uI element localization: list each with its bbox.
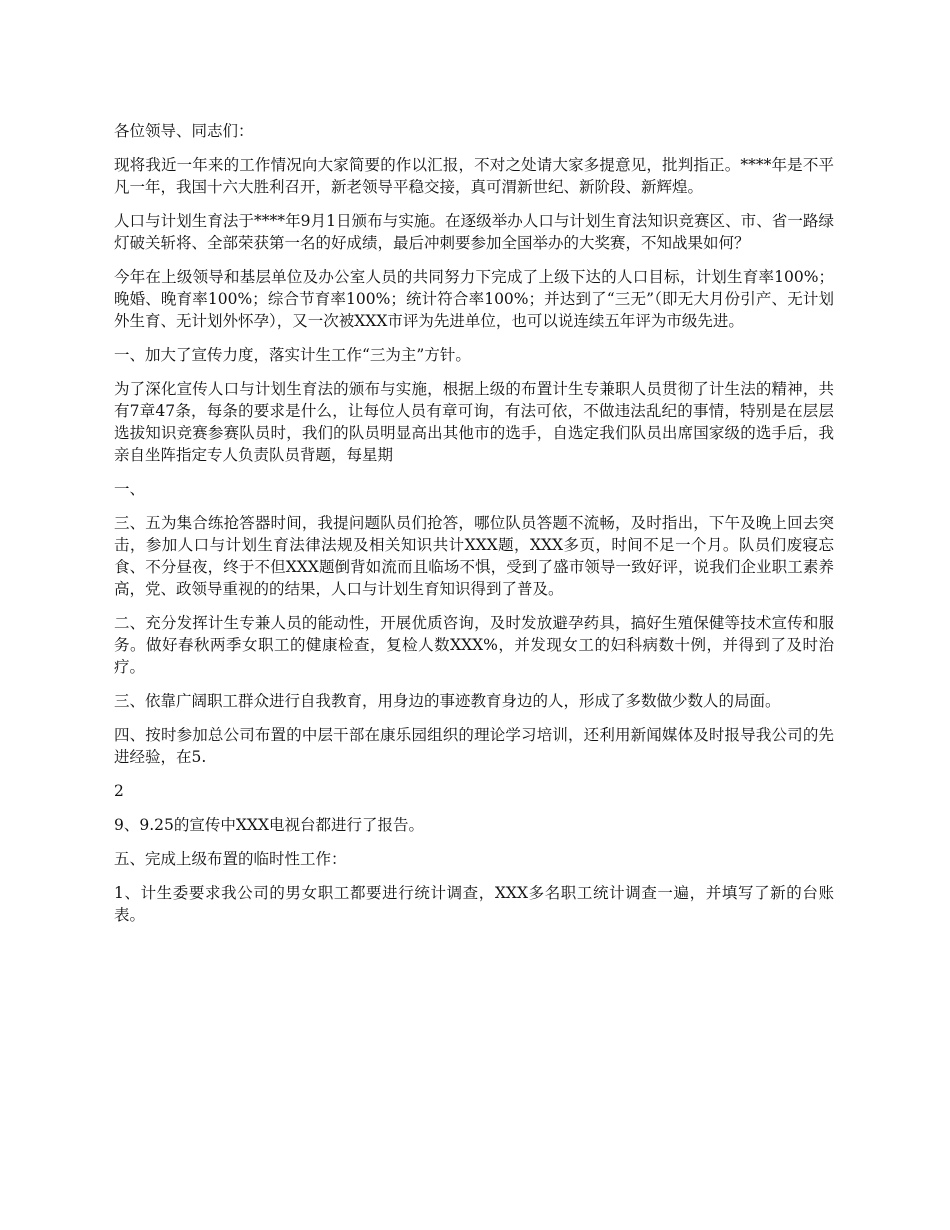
intro-paragraph: 现将我近一年来的工作情况向大家简要的作以汇报，不对之处请大家多提意见，批判指正。****年是不平凡一年，我国十六大胜利召开，新老领导平稳交接，真可渭新世纪、新阶段、新辉煌。	[114, 156, 834, 196]
paragraph-publicity: 为了深化宣传人口与计划生育法的颁布与实施，根据上级的布置计生专兼职人员贯彻了计生法的精神，共有7章47条，每条的要求是什么，让每位人员有章可询，有法可依，不做违法乱纪的事情，特别是在层层选拔知识竞赛参赛队员时，我们的队员明显高出其他市的选手，自选定我们队员出席国家级的选手后，我亲自坐阵指定专人负责队员背题，每星期	[114, 380, 834, 464]
paragraph-number: 2	[114, 782, 124, 800]
section-heading-3: 三、依靠广阔职工群众进行自我教育，用身边的事迹教育身边的人，形成了多数做少数人的局面。	[114, 692, 781, 710]
paragraph-training: 三、五为集合练抢答器时间，我提问题队员们抢答，哪位队员答题不流畅，及时指出，下午及晚上回去突击，参加人口与计划生育法律法规及相关知识共计XXX题，XXX多页，时间不足一个月。队员们废寝忘食、不分昼夜，终于不但XXX题倒背如流而且临场不惧，受到了盛市领导一致好评，说我们企业职工素养高，党、政领导重视的的结果，人口与计划生育知识得到了普及。	[114, 514, 834, 598]
salutation: 各位领导、同志们：	[114, 122, 254, 140]
paragraph-survey: 1、计生委要求我公司的男女职工都要进行统计调查，XXX多名职工统计调查一遍，并填写了新的台账表。	[114, 884, 834, 924]
section-heading-1: 一、加大了宣传力度，落实计生工作“三为主”方针。	[114, 346, 471, 364]
section-heading-4: 四、按时参加总公司布置的中层干部在康乐园组织的理论学习培训，还利用新闻媒体及时报导我公司的先进经验，在5.	[114, 726, 834, 766]
section-heading-2: 二、充分发挥计生专兼人员的能动性，开展优质咨询，及时发放避孕药具，搞好生殖保健等技术宣传和服务。做好春秋两季女职工的健康检查，复检人数XXX%，并发现女工的妇科病数十例，并得到了及时治疗。	[114, 614, 834, 676]
paragraph-annual-targets: 今年在上级领导和基层单位及办公室人员的共同努力下完成了上级下达的人口目标，计划生育率100%；晚婚、晚育率100%；综合节育率100%；统计符合率100%；并达到了“三无”（即无大月份引产、无计划外生育、无计划外怀孕），又一次被XXX市评为先进单位，也可以说连续五年评为市级先进。	[114, 268, 834, 330]
section-heading-5: 五、完成上级布置的临时性工作：	[114, 850, 347, 868]
document-body	[114, 120, 834, 938]
paragraph-law-competition: 人口与计划生育法于****年9月1日颁布与实施。在逐级举办人口与计划生育法知识竞赛区、市、省一路绿灯破关斩将、全部荣获第一名的好成绩，最后冲刺要参加全国举办的大奖赛，不知战果如何？	[114, 212, 834, 252]
paragraph-fragment: 一、	[114, 480, 146, 498]
paragraph-tv-report: 9、9.25的宣传中XXX电视台都进行了报告。	[114, 816, 424, 834]
